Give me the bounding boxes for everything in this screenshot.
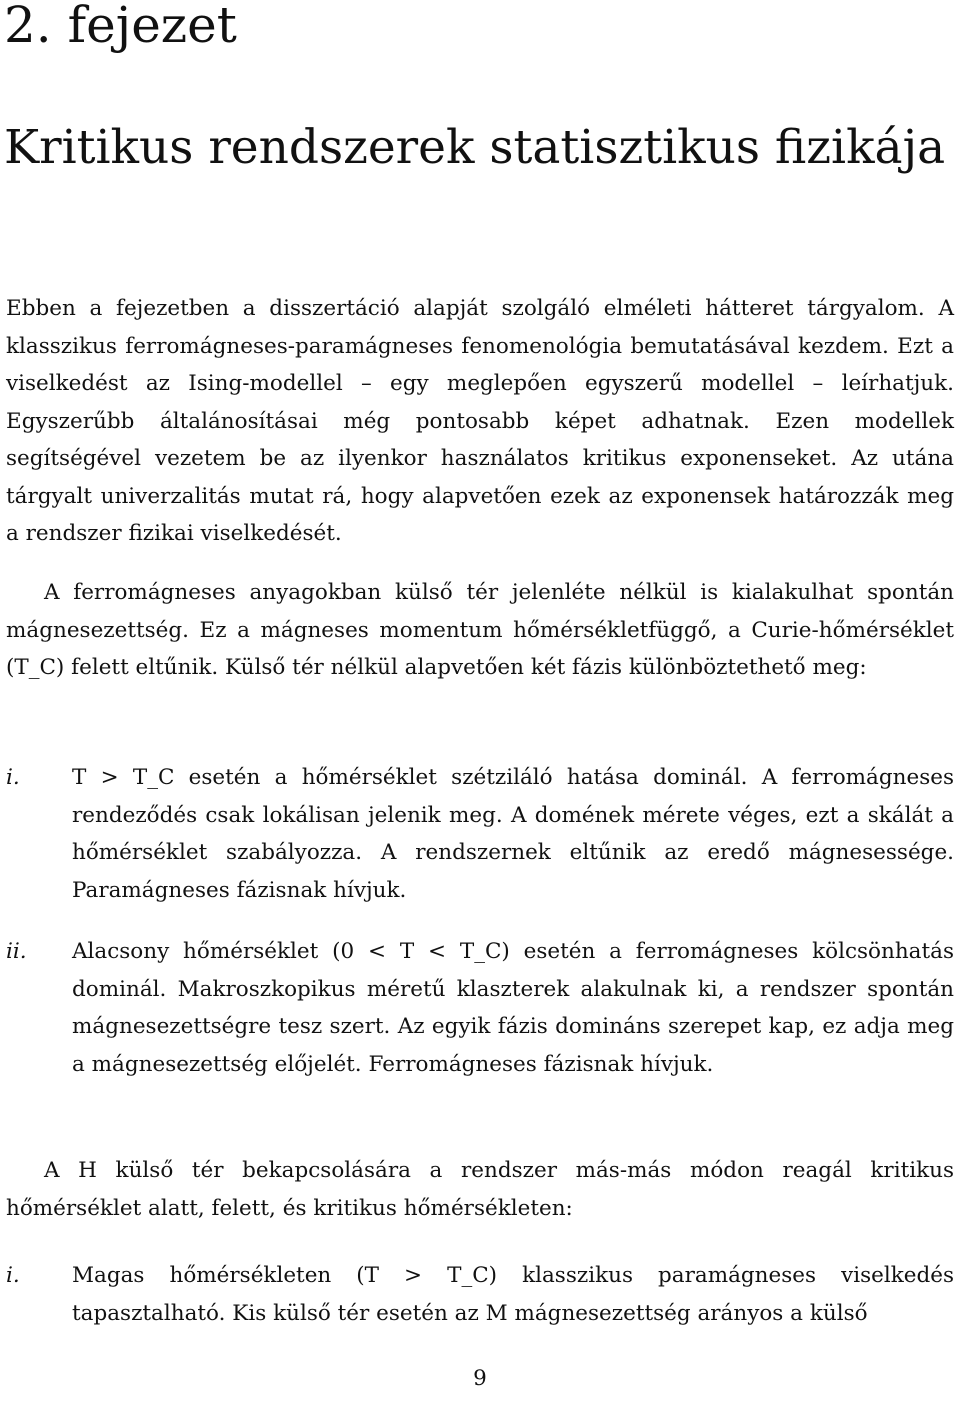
phase-list xyxy=(6,759,954,1083)
page-number: 9 xyxy=(473,1366,487,1391)
list-item-number: ii. xyxy=(6,939,27,964)
list-item xyxy=(6,933,954,1083)
chapter-title: Kritikus rendszerek statisztikus fizikája xyxy=(4,120,946,175)
list-item-number: i. xyxy=(6,765,20,790)
list-item-number: i. xyxy=(6,1263,20,1288)
field-response-list xyxy=(6,1257,954,1332)
list-item xyxy=(6,759,954,909)
intro-paragraph: Ebben a fejezetben a disszertáció alapját szolgáló elméleti hátteret tárgyalom. A klasszikus ferromágneses-paramágneses fenomenológia bemutatásával kezdem. Ezt a viselkedést az Ising-modellel – egy meglepően egyszerű modellel – leírhatjuk. Egyszerűbb általánosításai még pontosabb képet adhatnak. Ezen modellek segítségével vezetem be az ilyenkor használatos kritikus exponenseket. Az utána tárgyalt univerzalitás mutat rá, hogy alapvetően ezek az exponensek határozzák meg a rendszer fizikai viselkedését. xyxy=(6,296,954,546)
ferromagnet-paragraph: A ferromágneses anyagokban külső tér jelenléte nélkül is kialakulhat spontán mágnesezettség. Ez a mágneses momentum hőmérsékletfüggő, a Curie-hőmérséklet (T_C) felett eltűnik. Külső tér nélkül alapvetően két fázis különböztethető meg: xyxy=(6,580,954,680)
external-field-paragraph: A H külső tér bekapcsolására a rendszer más-más módon reagál kritikus hőmérséklet alatt, felett, és kritikus hőmérsékleten: xyxy=(6,1158,954,1221)
chapter-label: 2. fejezet xyxy=(4,0,237,54)
list-item xyxy=(6,1257,954,1332)
list-item-text: Alacsony hőmérséklet (0 < T < T_C) esetén a ferromágneses kölcsönhatás dominál. Makroszkopikus méretű klaszterek alakulnak ki, a rendszer spontán mágnesezettségre tesz szert. Az egyik fázis domináns szerepet kap, ez adja meg a mágnesezettség előjelét. Ferromágneses fázisnak hívjuk. xyxy=(72,939,954,1077)
list-item-text: Magas hőmérsékleten (T > T_C) klasszikus paramágneses viselkedés tapasztalható. Kis külső tér esetén az M mágnesezettség arányos a külső xyxy=(72,1263,954,1326)
list-item-text: T > T_C esetén a hőmérséklet szétziláló hatása dominál. A ferromágneses rendeződés csak lokálisan jelenik meg. A domének mérete véges, ezt a skálát a hőmérséklet szabályozza. A rendszernek eltűnik az eredő mágnesessége. Paramágneses fázisnak hívjuk. xyxy=(72,765,954,903)
